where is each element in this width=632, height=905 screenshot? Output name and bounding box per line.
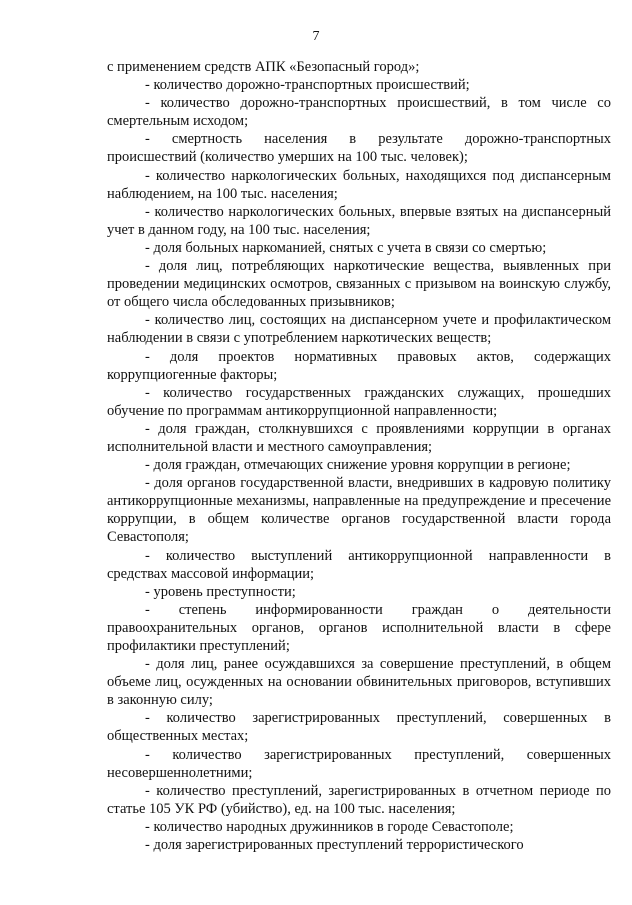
document-body <box>107 58 611 854</box>
page-number: 7 <box>312 29 320 44</box>
paragraph: - количество народных дружинников в городе Севастополе; <box>145 818 514 835</box>
paragraph: - степень информированности граждан о деятельности правоохранительных органов, органов исполнительной власти в сфере профилактики преступлений; <box>107 601 611 654</box>
paragraph: - доля лиц, ранее осуждавшихся за совершение преступлений, в общем объеме лиц, осужденных на основании обвинительных приговоров, вступивших в законную силу; <box>107 656 611 709</box>
paragraph: - количество выступлений антикоррупционной направленности в средствах массовой информации; <box>107 547 611 582</box>
paragraph: - доля органов государственной власти, внедривших в кадровую политику антикоррупционные механизмы, направленные на предупреждение и пресечение коррупции, в общем количестве органов государственной власти города Севастополя; <box>107 475 611 546</box>
paragraph: - смертность населения в результате дорожно-транспортных происшествий (количество умерших на 100 тыс. человек); <box>107 131 611 166</box>
paragraph: - количество дорожно-транспортных происшествий, в том числе со смертельным исходом; <box>107 95 611 130</box>
paragraph: - количество преступлений, зарегистрированных в отчетном периоде по статье 105 УК РФ (убийство), ед. на 100 тыс. населения; <box>107 782 611 817</box>
paragraph: - количество лиц, состоящих на диспансерном учете и профилактическом наблюдении в связи с употреблением наркотических веществ; <box>107 312 611 347</box>
paragraph: - доля зарегистрированных преступлений террористического <box>145 837 524 854</box>
paragraph: - количество государственных гражданских служащих, прошедших обучение по программам антикоррупционной направленности; <box>107 384 611 419</box>
paragraph: - количество зарегистрированных преступлений, совершенных в общественных местах; <box>107 710 611 745</box>
paragraph: - доля граждан, отмечающих снижение уровня коррупции в регионе; <box>145 457 571 474</box>
paragraph: с применением средств АПК «Безопасный город»; <box>107 59 420 75</box>
paragraph: - уровень преступности; <box>145 583 296 600</box>
paragraph: - количество наркологических больных, впервые взятых на диспансерный учет в данном году, на 100 тыс. населения; <box>107 203 611 238</box>
paragraph: - доля граждан, столкнувшихся с проявлениями коррупции в органах исполнительной власти и местного самоуправления; <box>107 420 611 455</box>
paragraph: - количество зарегистрированных преступлений, совершенных несовершеннолетними; <box>107 746 611 781</box>
paragraph: - доля больных наркоманией, снятых с учета в связи со смертью; <box>145 239 547 256</box>
paragraph: - доля лиц, потребляющих наркотические вещества, выявленных при проведении медицинских осмотров, связанных с призывом на воинскую службу, от общего числа обследованных призывников; <box>107 258 611 311</box>
paragraph: - доля проектов нормативных правовых актов, содержащих коррупциогенные факторы; <box>107 348 611 383</box>
paragraph: - количество дорожно-транспортных происшествий; <box>145 77 470 94</box>
paragraph: - количество наркологических больных, находящихся под диспансерным наблюдением, на 100 тыс. населения; <box>107 167 611 202</box>
